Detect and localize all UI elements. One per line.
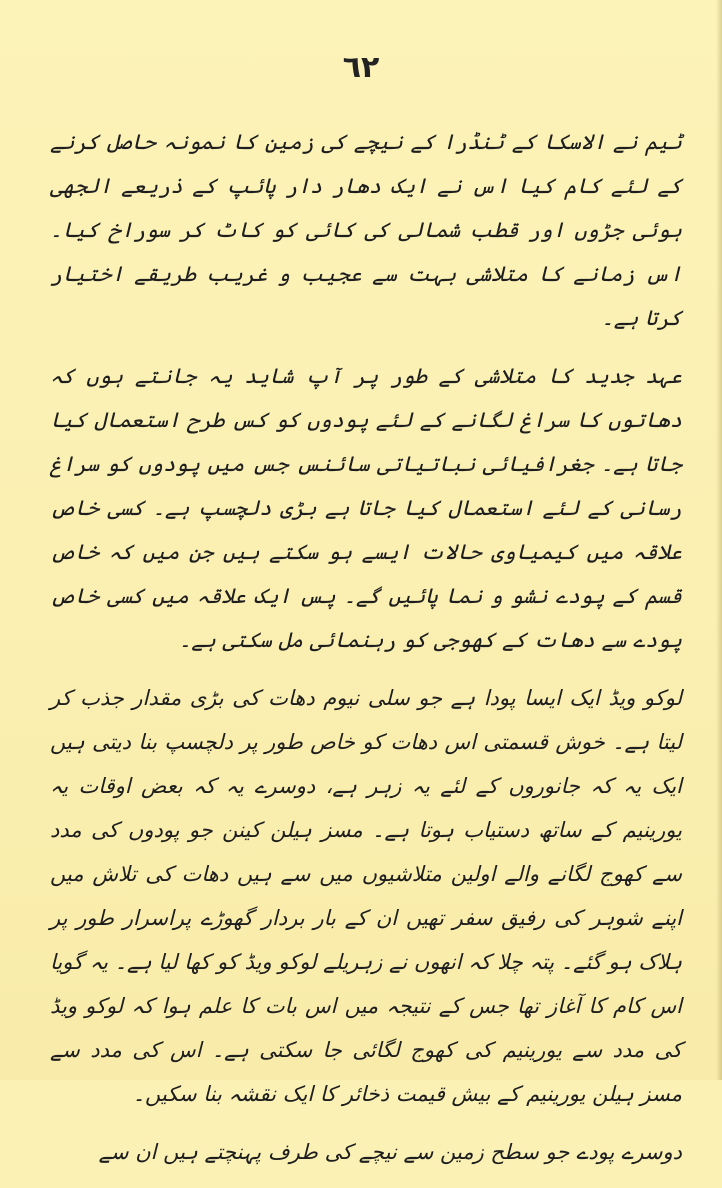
page-edge-shadow bbox=[716, 0, 722, 1080]
page-number: ٦٢ bbox=[342, 50, 380, 85]
paragraph-plant-prospecting: عہد جدید کا متلاشی کے طور پر آپ شاید یہ جانتے ہوں کہ دھاتوں کا سراغ لگانے کے لئے پودوں کو کس طرح استعمال کیا جاتا ہے۔ جغرافیائی نباتیاتی سائنس جس میں پودوں کو سراغ رسانی کے لئے استعمال کیا جاتا ہے بڑی دلچسپ ہے۔ کسی خاص علاقہ میں کیمیاوی حالات ایسے ہو سکتے ہیں جن میں کہ خاص قسم کے پودے نشو و نما پائیں گے۔ پس ایک علاقہ میں کسی خاص پودے سے دھات کے کھوجی کو رہنمائی مل سکتی ہے۔ bbox=[50, 364, 682, 652]
paragraph-locoweed-selenium: لوکو ویڈ ایک ایسا پودا ہے جو سلی نیوم دھات کی بڑی مقدار جذب کر لیتا ہے۔ خوش قسمتی اس دھات کو خاص طور پر دلچسپ بنا دیتی ہیں ایک یہ کہ جانوروں کے لئے یہ زہر ہے، دوسرے یہ کہ بعض اوقات یہ یورینیم کے ساتھ دستیاب ہوتا ہے۔ مسز ہیلن کینن جو پودوں کی مدد سے کھوج لگانے والے اولین متلاشیوں میں سے ہیں دھات کی تلاش میں اپنے شوہر کی رفیق سفر تھیں ان کے بار بردار گھوڑے پراسرار طور پر ہلاک ہو گئے۔ پتہ چلا کہ انھوں نے زہریلے لوکو ویڈ کو کھا لیا ہے۔ یہ گویا اس کام کا آغاز تھا جس کے نتیجہ میں اس بات کا علم ہوا کہ لوکو ویڈ کی مدد سے یورینیم کی کھوج لگائی جا سکتی ہے۔ اس کی مدد سے مسز ہیلن یورینیم کے بیش قیمت ذخائر کا ایک نقشہ بنا سکیں۔ bbox=[50, 686, 682, 1106]
paragraph-other-plants: دوسرے پودے جو سطح زمین سے نیچے کی طرف پہنچتے ہیں ان سے bbox=[98, 1140, 682, 1164]
page-body bbox=[50, 120, 682, 1188]
paragraph-tundra-sampling: ٹیم نے الاسکا کے ٹنڈرا کے نیچے کی زمین کا نمونہ حاصل کرنے کے لئے کام کیا اس نے ایک دھار دار پائپ کے ذریعے الجھی ہوئی جڑوں اور قطب شمالی کی کائی کو کاٹ کر سوراخ کیا۔ اس زمانے کا متلاشی بہت سے عجیب و غریب طریقے اختیار کرتا ہے۔ bbox=[50, 130, 682, 330]
